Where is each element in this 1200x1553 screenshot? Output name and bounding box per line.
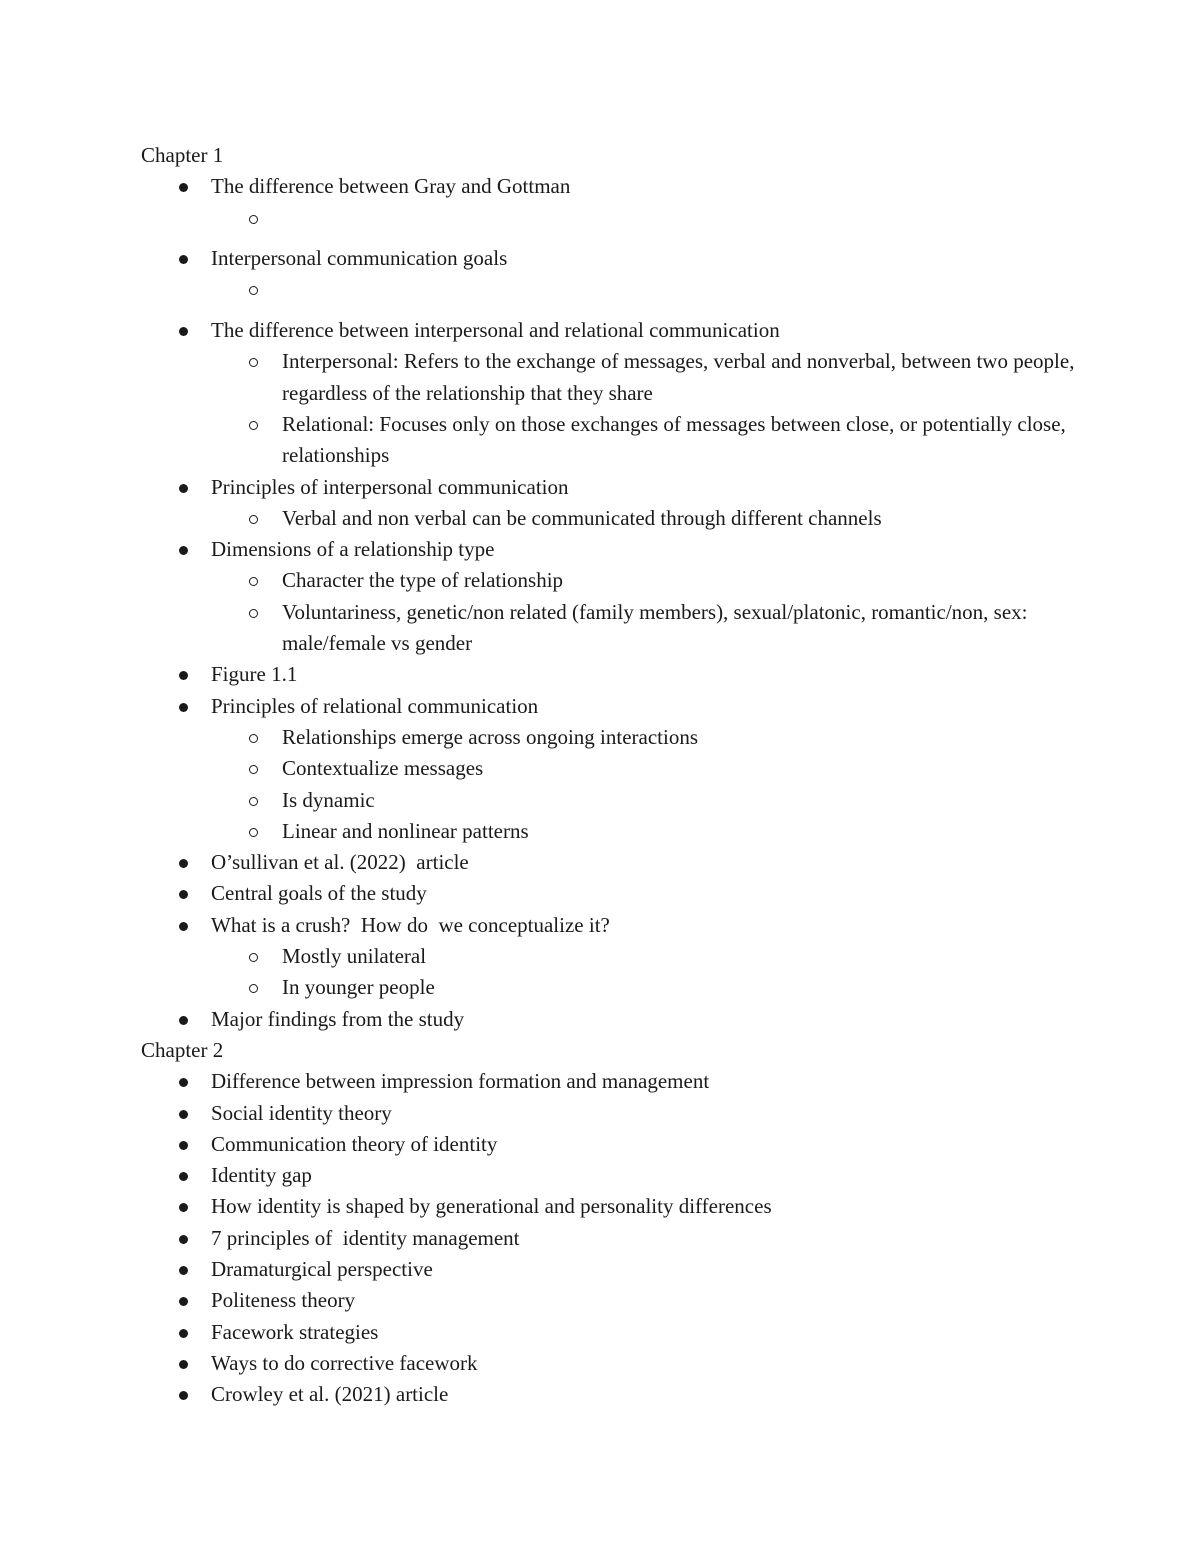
bullet-icon [179, 1266, 188, 1275]
bullet-icon [179, 1016, 188, 1025]
sub-list-item [211, 409, 1081, 472]
hollow-bullet-icon [249, 421, 258, 430]
sub-bullet-list [211, 565, 1081, 659]
bullet-icon [179, 890, 188, 899]
bullet-icon [179, 1110, 188, 1119]
list-item-text: Central goals of the study [211, 881, 427, 906]
hollow-bullet-icon [249, 609, 258, 618]
chapter-heading: Chapter 1 [141, 143, 224, 167]
list-item-text: Politeness theory [211, 1288, 356, 1313]
chapter-bullet-list [141, 1066, 1081, 1410]
bullet-icon [179, 1141, 188, 1150]
list-item-text: Principles of relational communication [211, 693, 539, 718]
bullet-icon [179, 484, 188, 493]
list-item [141, 1379, 1081, 1410]
sub-list-item-text: Relational: Focuses only on those exchanges of messages between close, or potentially close, relationships [282, 411, 1072, 468]
list-item-text: Figure 1.1 [211, 662, 298, 687]
hollow-bullet-icon [249, 828, 258, 837]
list-item [141, 243, 1081, 315]
sub-bullet-list [211, 941, 1081, 1004]
bullet-icon [179, 183, 188, 192]
sub-list-item-text: Is dynamic [282, 787, 375, 812]
bullet-icon [179, 922, 188, 931]
hollow-bullet-icon [249, 765, 258, 774]
hollow-bullet-icon [249, 577, 258, 586]
hollow-bullet-icon [249, 734, 258, 743]
sub-list-item-text: Interpersonal: Refers to the exchange of messages, verbal and nonverbal, between two people, regardless of the relationship that they share [282, 349, 1080, 405]
sub-list-item-text: Relationships emerge across ongoing interactions [282, 724, 699, 749]
list-item-text: The difference between interpersonal and relational communication [211, 318, 780, 343]
hollow-bullet-icon [249, 953, 258, 962]
sub-list-item-text: Character the type of relationship [282, 568, 564, 593]
bullet-icon [179, 255, 188, 264]
bullet-icon [179, 859, 188, 868]
sub-list-item [211, 816, 1081, 847]
list-item-text: What is a crush? How do we conceptualize it? [211, 912, 610, 937]
hollow-bullet-icon [249, 215, 258, 224]
list-item-text: Dimensions of a relationship type [211, 537, 495, 562]
list-item-text: Social identity theory [211, 1100, 392, 1125]
sub-list-item-text: In younger people [282, 975, 435, 1000]
sub-list-item [211, 941, 1081, 972]
sub-bullet-list [211, 722, 1081, 847]
list-item-text: Ways to do corrective facework [211, 1350, 478, 1375]
bullet-icon [179, 1172, 188, 1181]
bullet-icon [179, 1297, 188, 1306]
bullet-icon [179, 1329, 188, 1338]
list-item [141, 1223, 1081, 1254]
sub-list-item-text: Voluntariness, genetic/non related (family members), sexual/platonic, romantic/non, sex: male/female vs gender [282, 599, 1033, 656]
list-item-text: Facework strategies [211, 1319, 379, 1344]
sub-list-item [211, 753, 1081, 784]
hollow-bullet-icon [249, 797, 258, 806]
hollow-bullet-icon [249, 515, 258, 524]
list-item [141, 1098, 1081, 1129]
bullet-icon [179, 1391, 188, 1400]
sub-list-item [211, 972, 1081, 1003]
hollow-bullet-icon [249, 358, 258, 367]
bullet-icon [179, 1078, 188, 1087]
list-item [141, 1004, 1081, 1035]
list-item [141, 1129, 1081, 1160]
bullet-icon [179, 703, 188, 712]
list-item-text: 7 principles of identity management [211, 1225, 520, 1250]
list-item [141, 659, 1081, 690]
sub-list-item-text: Verbal and non verbal can be communicated through different channels [282, 505, 882, 530]
bullet-icon [179, 671, 188, 680]
sub-bullet-list [211, 346, 1081, 471]
list-item [141, 534, 1081, 659]
sub-bullet-list [211, 503, 1081, 534]
list-item [141, 171, 1081, 243]
list-item-text: O’sullivan et al. (2022) article [211, 850, 469, 875]
list-item [141, 1348, 1081, 1379]
list-item [141, 691, 1081, 847]
chapter-heading: Chapter 2 [141, 1037, 224, 1062]
list-item [141, 1191, 1081, 1222]
sub-list-item [211, 565, 1081, 596]
list-item-text: The difference between Gray and Gottman [211, 174, 571, 199]
sub-list-item-text: Linear and nonlinear patterns [282, 818, 529, 843]
bullet-icon [179, 546, 188, 555]
list-item [141, 878, 1081, 909]
sub-list-item [211, 785, 1081, 816]
list-item [141, 910, 1081, 1004]
sub-list-item [211, 203, 1081, 244]
list-item-text: Difference between impression formation and management [211, 1069, 710, 1094]
list-item-text: Dramaturgical perspective [211, 1256, 433, 1281]
hollow-bullet-icon [249, 286, 258, 295]
list-item [141, 1317, 1081, 1348]
list-item [141, 1066, 1081, 1097]
bullet-icon [179, 1235, 188, 1244]
list-item-text: Principles of interpersonal communication [211, 474, 569, 499]
hollow-bullet-icon [249, 984, 258, 993]
list-item-text: Identity gap [211, 1163, 312, 1188]
sub-list-item [211, 503, 1081, 534]
bullet-icon [179, 327, 188, 336]
sub-list-item-text: Contextualize messages [282, 756, 484, 781]
list-item [141, 315, 1081, 471]
bullet-icon [179, 1203, 188, 1212]
sub-bullet-list [211, 203, 1081, 244]
sub-bullet-list [211, 274, 1081, 315]
sub-list-item [211, 274, 1081, 315]
list-item-text: Communication theory of identity [211, 1131, 498, 1156]
list-item [141, 847, 1081, 878]
list-item-text: Interpersonal communication goals [211, 246, 508, 271]
sub-list-item [211, 346, 1081, 409]
bullet-icon [179, 1360, 188, 1369]
list-item-text: Crowley et al. (2021) article [211, 1382, 449, 1407]
list-item-text: Major findings from the study [211, 1006, 465, 1031]
list-item [141, 1254, 1081, 1285]
sub-list-item [211, 722, 1081, 753]
list-item [141, 472, 1081, 535]
sub-list-item [211, 597, 1081, 660]
chapter-bullet-list [141, 171, 1081, 1035]
list-item [141, 1160, 1081, 1191]
list-item [141, 1285, 1081, 1316]
list-item-text: How identity is shaped by generational and personality differences [211, 1194, 772, 1219]
document-page [141, 140, 1081, 1410]
sub-list-item-text: Mostly unilateral [282, 944, 427, 969]
